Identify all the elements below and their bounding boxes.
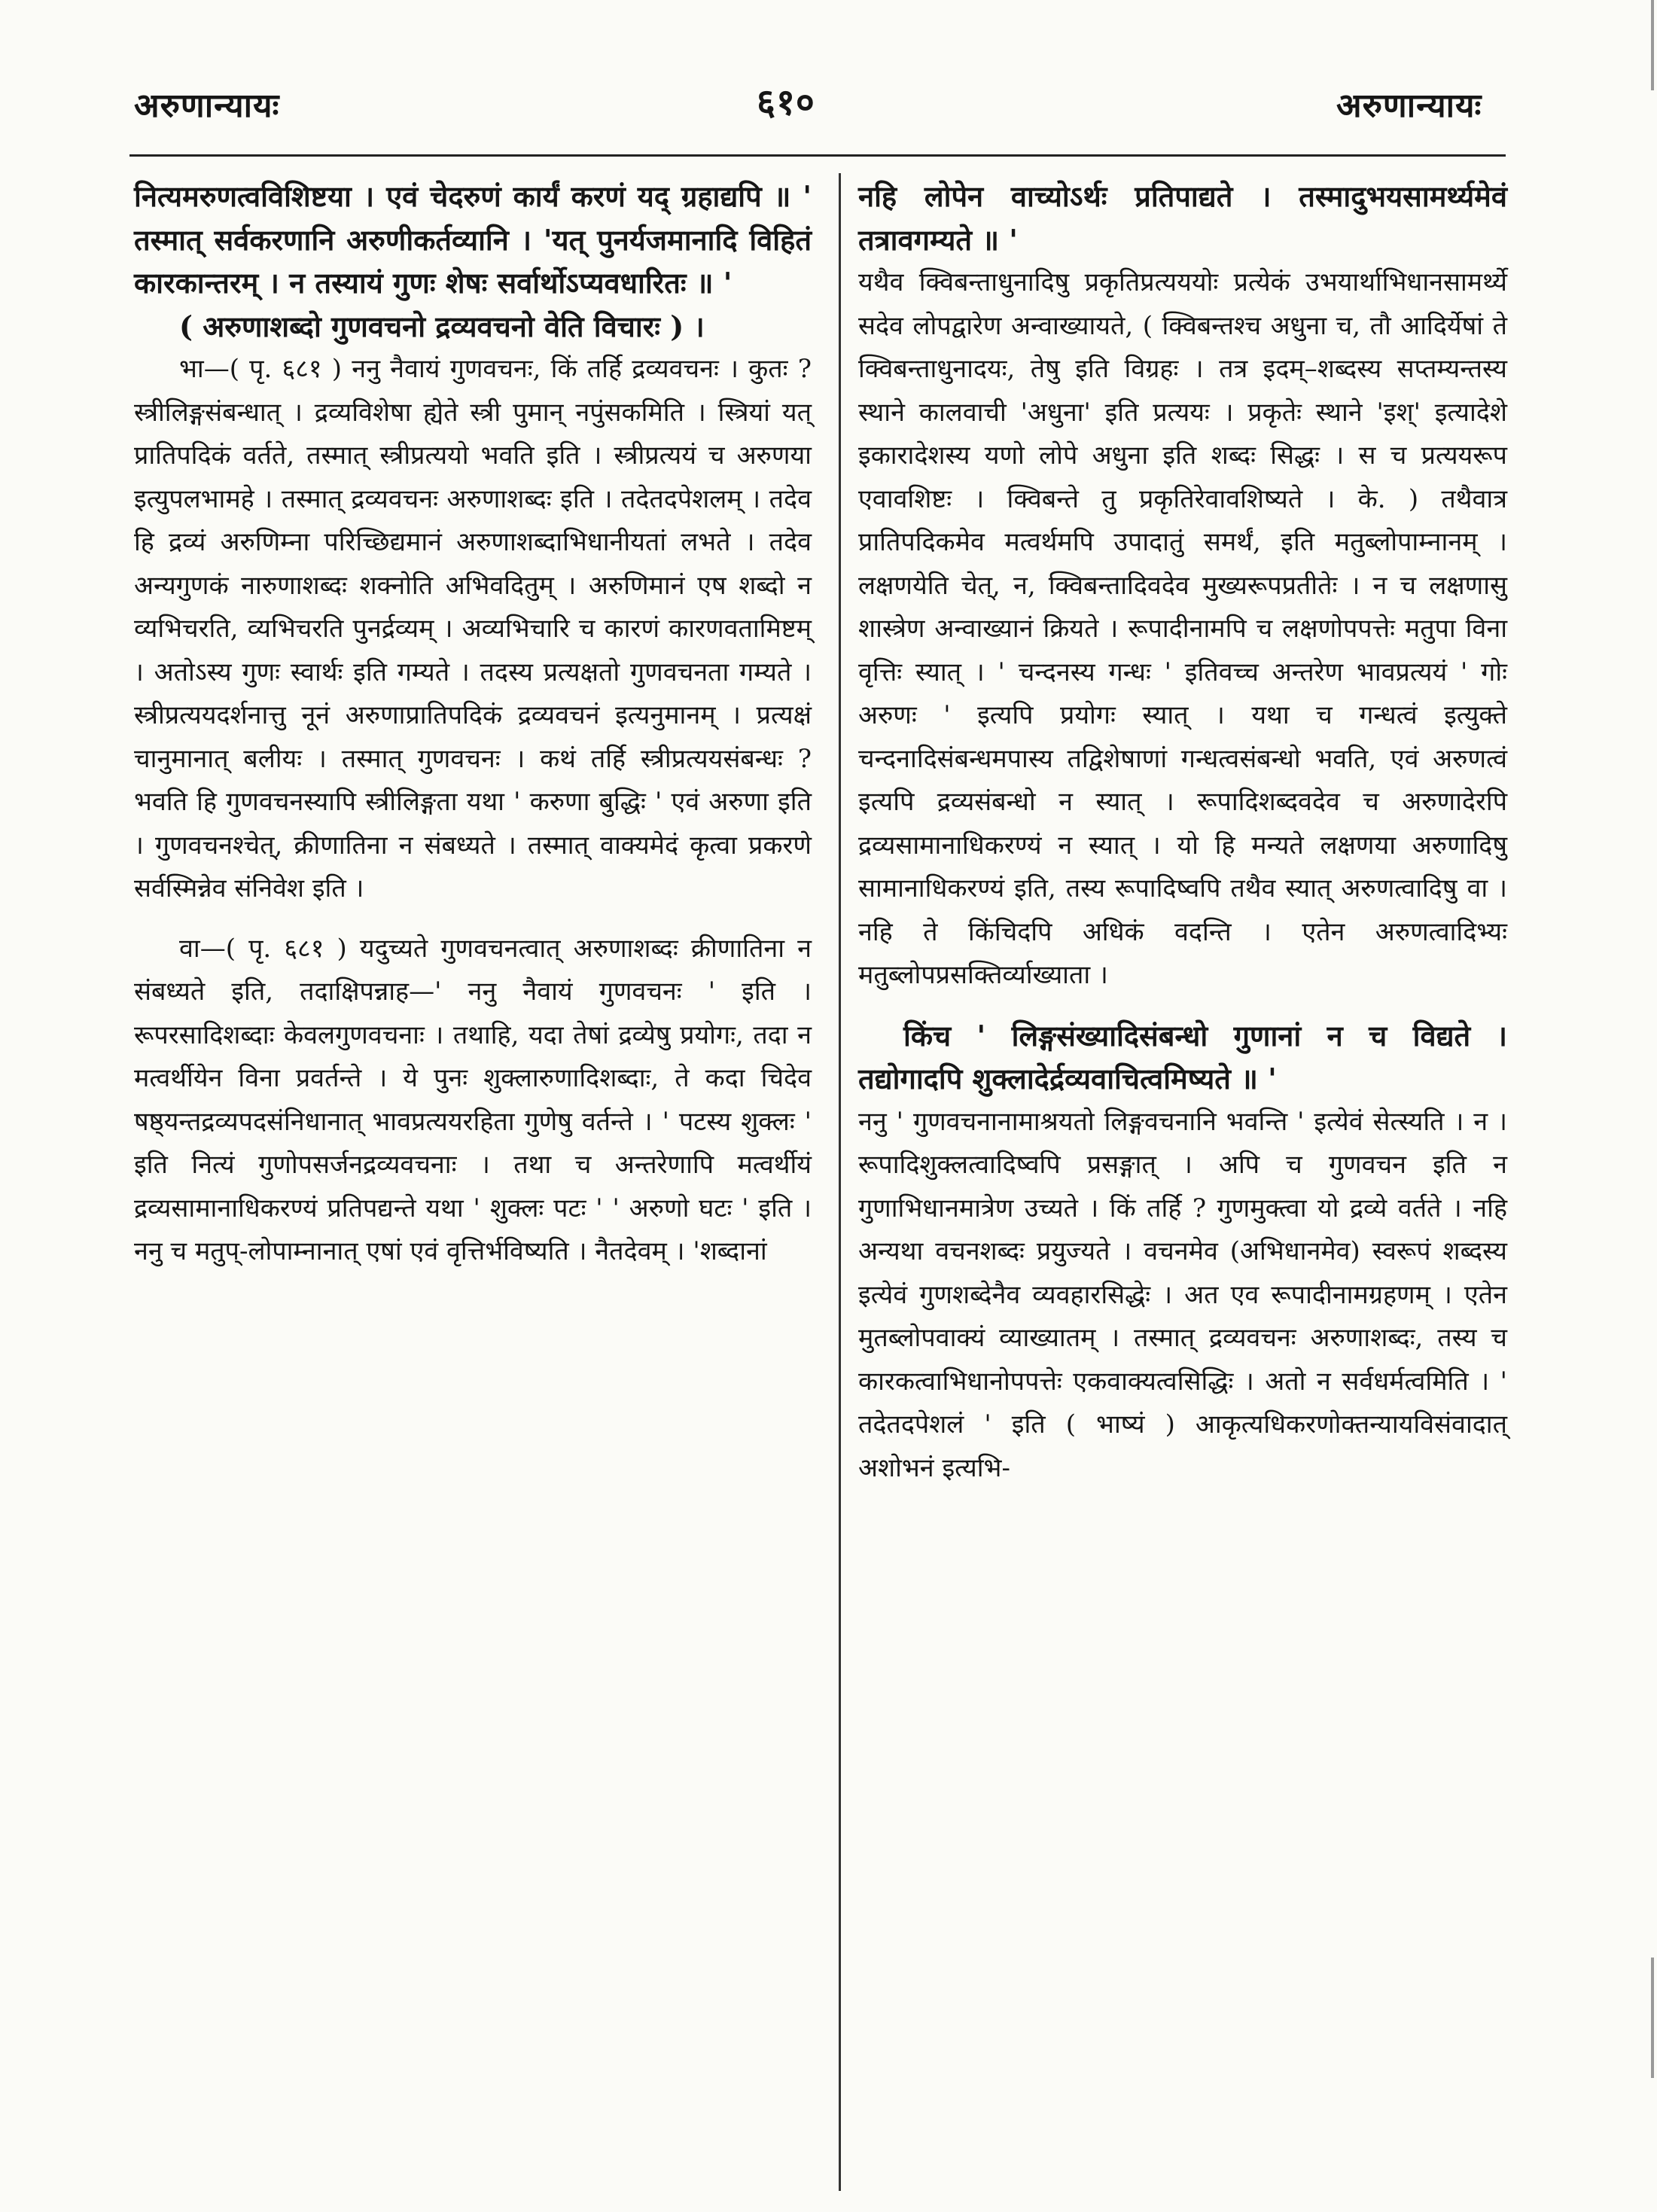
verse-paragraph: नहि लोपेन वाच्योऽर्थः प्रतिपाद्यते । तस्मादुभयसामर्थ्यमेवं तत्रावगम्यते ॥ ' xyxy=(858,179,1507,257)
verse-paragraph: नित्यमरुणत्वविशिष्टया । एवं चेदरुणं कार्यं करणं यद् ग्रहाद्यपि ॥ ' तस्मात् सर्वकरणानि अरुणीकर्तव्यानि । 'यत् पुनर्यजमानादि विहितं कारकान्तरम् । न तस्यायं गुणः शेषः सर्वार्थोऽप्यवधारितः ॥ ' xyxy=(134,179,812,300)
vartika-paragraph: वा—( पृ. ६८१ ) यदुच्यते गुणवचनत्वात् अरुणाशब्दः क्रीणातिना न संबध्यते इति, तदाक्षिपन्नाह—' ननु नैवायं गुणवचनः ' इति । रूपरसादिशब्दाः केवलगुणवचनाः । तथाहि, यदा तेषां द्रव्येषु प्रयोगः, तदा न मत्वर्थीयेन विना प्रवर्तन्ते । ये पुनः शुक्लारुणादिशब्दाः, ते कदा चिदेव षष्ठ्यन्तद्रव्यपदसंनिधानात् भावप्रत्ययरहिता गुणेषु वर्तन्ते । ' पटस्य शुक्लः ' इति नित्यं गुणोपसर्जनद्रव्यवचनाः । तथा च अन्तरेणापि मत्वर्थीयं द्रव्यसामानाधिकरण्यं प्रतिपद्यन्ते यथा ' शुक्लः पटः ' ' अरुणो घटः ' इति । ननु च मतुप्-लोपाम्नानात् एषां एवं वृत्तिर्भविष्यति । नैतदेवम् । 'शब्दानां xyxy=(134,933,812,1266)
column-divider xyxy=(839,173,841,2191)
page-number: ६१० xyxy=(757,81,815,123)
scan-edge-mark xyxy=(1651,0,1654,90)
scan-edge-mark xyxy=(1651,1958,1654,2078)
commentary-paragraph: यथैव क्विबन्ताधुनादिषु प्रकृतिप्रत्यययोः प्रत्येकं उभयार्थाभिधानसामर्थ्ये सदेव लोपद्वारेण अन्वाख्यायते, ( क्विबन्तश्च अधुना च, तौ आदिर्येषां ते क्विबन्ताधुनादयः, तेषु इति विग्रहः । तत्र इदम्–शब्दस्य सप्तम्यन्तस्य स्थाने कालवाची 'अधुना' इति प्रत्ययः । प्रकृतेः स्थाने 'इश्' इत्यादेशे इकारादेशस्य यणो लोपे अधुना इति शब्दः सिद्धः । स च प्रत्ययरूप एवावशिष्टः । क्विबन्ते तु प्रकृतिरेवावशिष्यते । के. ) तथैवात्र प्रातिपदिकमेव मत्वर्थमपि उपादातुं समर्थं, इति मतुब्लोपाम्नानम् । लक्षणयेति चेत्, न, क्विबन्तादिवदेव मुख्यरूपप्रतीतेः । न च लक्षणासु शास्त्रेण अन्वाख्यानं क्रियते । रूपादीनामपि च लक्षणोपपत्तेः मतुपा विना वृत्तिः स्यात् । ' चन्दनस्य गन्धः ' इतिवच्च अन्तरेण भावप्रत्ययं ' गोः अरुणः ' इत्यपि प्रयोगः स्यात् । यथा च गन्धत्वं इत्युक्ते चन्दनादिसंबन्धमपास्य तद्विशेषाणां गन्धत्वसंबन्धो भवति, एवं अरुणत्वं इत्यपि द्रव्यसंबन्धो न स्यात् । रूपादिशब्दवदेव च अरुणादेरपि द्रव्यसामानाधिकरण्यं न स्यात् । यो हि मन्यते लक्षणया अरुणादिषु सामानाधिकरण्यं इति, तस्य रूपादिष्वपि तथैव स्यात् अरुणत्वादिषु वा । नहि ते किंचिदपि अधिकं वदन्ति । एतेन अरुणत्वादिभ्यः मतुब्लोपप्रसक्तिर्व्याख्याता । xyxy=(858,267,1507,990)
right-column xyxy=(858,175,1507,1490)
running-header-left: अरुणान्यायः xyxy=(134,87,280,125)
verse-paragraph: किंच ' लिङ्गसंख्यादिसंबन्धो गुणानां न च विद्यते । तद्योगादपि शुक्लादेर्द्रव्यवाचित्वमिष्यते ॥ ' xyxy=(858,1018,1507,1095)
running-header-right: अरुणान्यायः xyxy=(1336,87,1482,125)
commentary-paragraph: ननु ' गुणवचनानामाश्रयतो लिङ्गवचनानि भवन्ति ' इत्येवं सेत्स्यति । न । रूपादिशुक्लत्वादिष्वपि प्रसङ्गात् । अपि च गुणवचन इति न गुणाभिधानमात्रेण उच्यते । किं तर्हि ? गुणमुक्त्वा यो द्रव्ये वर्तते । नहि अन्यथा वचनशब्दः प्रयुज्यते । वचनमेव (अभिधानमेव) स्वरूपं शब्दस्य इत्येवं गुणशब्देनैव व्यवहारसिद्धेः । अत एव रूपादीनामग्रहणम् । एतेन मुतब्लोपवाक्यं व्याख्यातम् । तस्मात् द्रव्यवचनः अरुणाशब्दः, तस्य च कारकत्वाभिधानोपपत्तेः एकवाक्यत्वसिद्धिः । अतो न सर्वधर्मत्वमिति । ' तदेतदपेशलं ' इति ( भाष्यं ) आकृत्यधिकरणोक्तन्यायविसंवादात् अशोभनं इत्यभि- xyxy=(858,1106,1507,1483)
bhashya-paragraph: भा—( पृ. ६८१ ) ननु नैवायं गुणवचनः, किं तर्हि द्रव्यवचनः । कुतः ? स्त्रीलिङ्गसंबन्धात् । द्रव्यविशेषा ह्येते स्त्री पुमान् नपुंसकमिति । स्त्रियां यत् प्रातिपदिकं वर्तते, तस्मात् स्त्रीप्रत्ययो भवति इति । स्त्रीप्रत्ययं च अरुणया इत्युपलभामहे । तस्मात् द्रव्यवचनः अरुणाशब्दः इति । तदेतदपेशलम् । तदेव हि द्रव्यं अरुणिम्ना परिच्छिद्यमानं अरुणाशब्दाभिधानीयतां लभते । तदेव अन्यगुणकं नारुणाशब्दः शक्नोति अभिवदितुम् । अरुणिमानं एष शब्दो न व्यभिचरति, व्यभिचरति पुनर्द्रव्यम् । अव्यभिचारि च कारणं कारणवतामिष्टम् । अतोऽस्य गुणः स्वार्थः इति गम्यते । तदस्य प्रत्यक्षतो गुणवचनता गम्यते । स्त्रीप्रत्ययदर्शनात्तु नूनं अरुणाप्रातिपदिकं द्रव्यवचनं इत्यनुमानम् । प्रत्यक्षं चानुमानात् बलीयः । तस्मात् गुणवचनः । कथं तर्हि स्त्रीप्रत्ययसंबन्धः ? भवति हि गुणवचनस्यापि स्त्रीलिङ्गता यथा ' करुणा बुद्धिः ' एवं अरुणा इति । गुणवचनश्चेत्, क्रीणातिना न संबध्यते । तस्मात् वाक्यमेदं कृत्वा प्रकरणे सर्वस्मिन्नेव संनिवेश इति । xyxy=(134,354,812,903)
section-heading: ( अरुणाशब्दो गुणवचनो द्रव्यवचनो वेति विचारः ) । xyxy=(179,309,705,343)
header-rule xyxy=(129,154,1506,157)
left-column xyxy=(134,175,812,1274)
